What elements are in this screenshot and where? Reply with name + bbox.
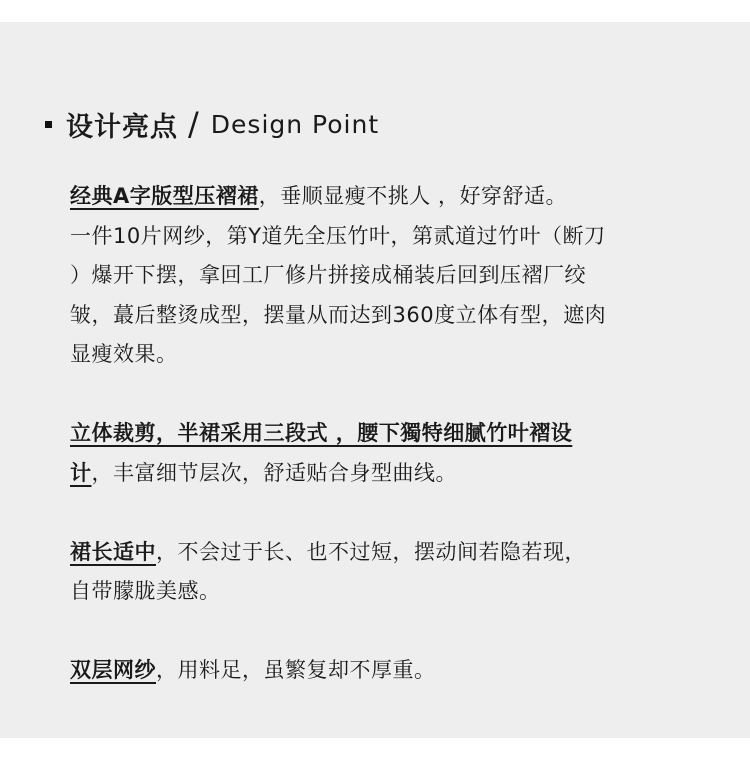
point-lead: 计 — [70, 460, 92, 485]
point-skirt-length — [70, 533, 710, 612]
paragraph-line: 皱，蕞后整烫成型，摆量从而达到360度立体有型，遮肉 — [70, 302, 607, 327]
paragraph-line — [70, 651, 710, 691]
point-double-mesh — [70, 651, 710, 691]
paragraph-line — [70, 454, 710, 494]
point-text: ，用料足，虽繁复却不厚重。 — [156, 658, 436, 682]
paragraph-line: 显瘦效果。 — [70, 342, 178, 366]
point-text: ，不会过于长、也不过短，摆动间若隐若现， — [156, 539, 586, 564]
heading-title-en: Design Point — [210, 109, 380, 139]
paragraph-line: 一件10片网纱，第Y道先全压竹叶，第贰道过竹叶（断刀 — [70, 223, 606, 248]
paragraph-line: ）爆开下摆，拿回工厂修片拼接成桶装后回到压褶厂绞 — [70, 263, 586, 287]
design-points-text — [70, 177, 710, 691]
point-lead: 双层网纱 — [70, 658, 156, 682]
paragraph-line — [70, 177, 710, 217]
paragraph-line — [70, 533, 710, 573]
paragraph-line — [70, 414, 710, 454]
point-3d-cutting — [70, 414, 710, 493]
heading-title-cn: 设计亮点 — [66, 111, 178, 143]
point-lead: 裙长适中 — [70, 539, 156, 564]
content-panel — [0, 22, 750, 738]
point-a-line-skirt — [70, 177, 710, 375]
point-lead: 经典A字版型压褶裙 — [70, 184, 259, 208]
point-text: ，垂顺显瘦不挑人 ，好穿舒适。 — [258, 184, 567, 208]
point-text: ，丰富细节层次，舒适贴合身型曲线。 — [91, 460, 457, 485]
heading-separator: / — [188, 105, 199, 143]
point-lead: 立体裁剪，半裙采用三段式 ，腰下獨特细腻竹叶褶设 — [70, 421, 573, 445]
section-heading — [45, 88, 379, 160]
square-bullet-icon — [45, 121, 52, 128]
paragraph-line: 自带朦胧美感。 — [70, 579, 221, 603]
